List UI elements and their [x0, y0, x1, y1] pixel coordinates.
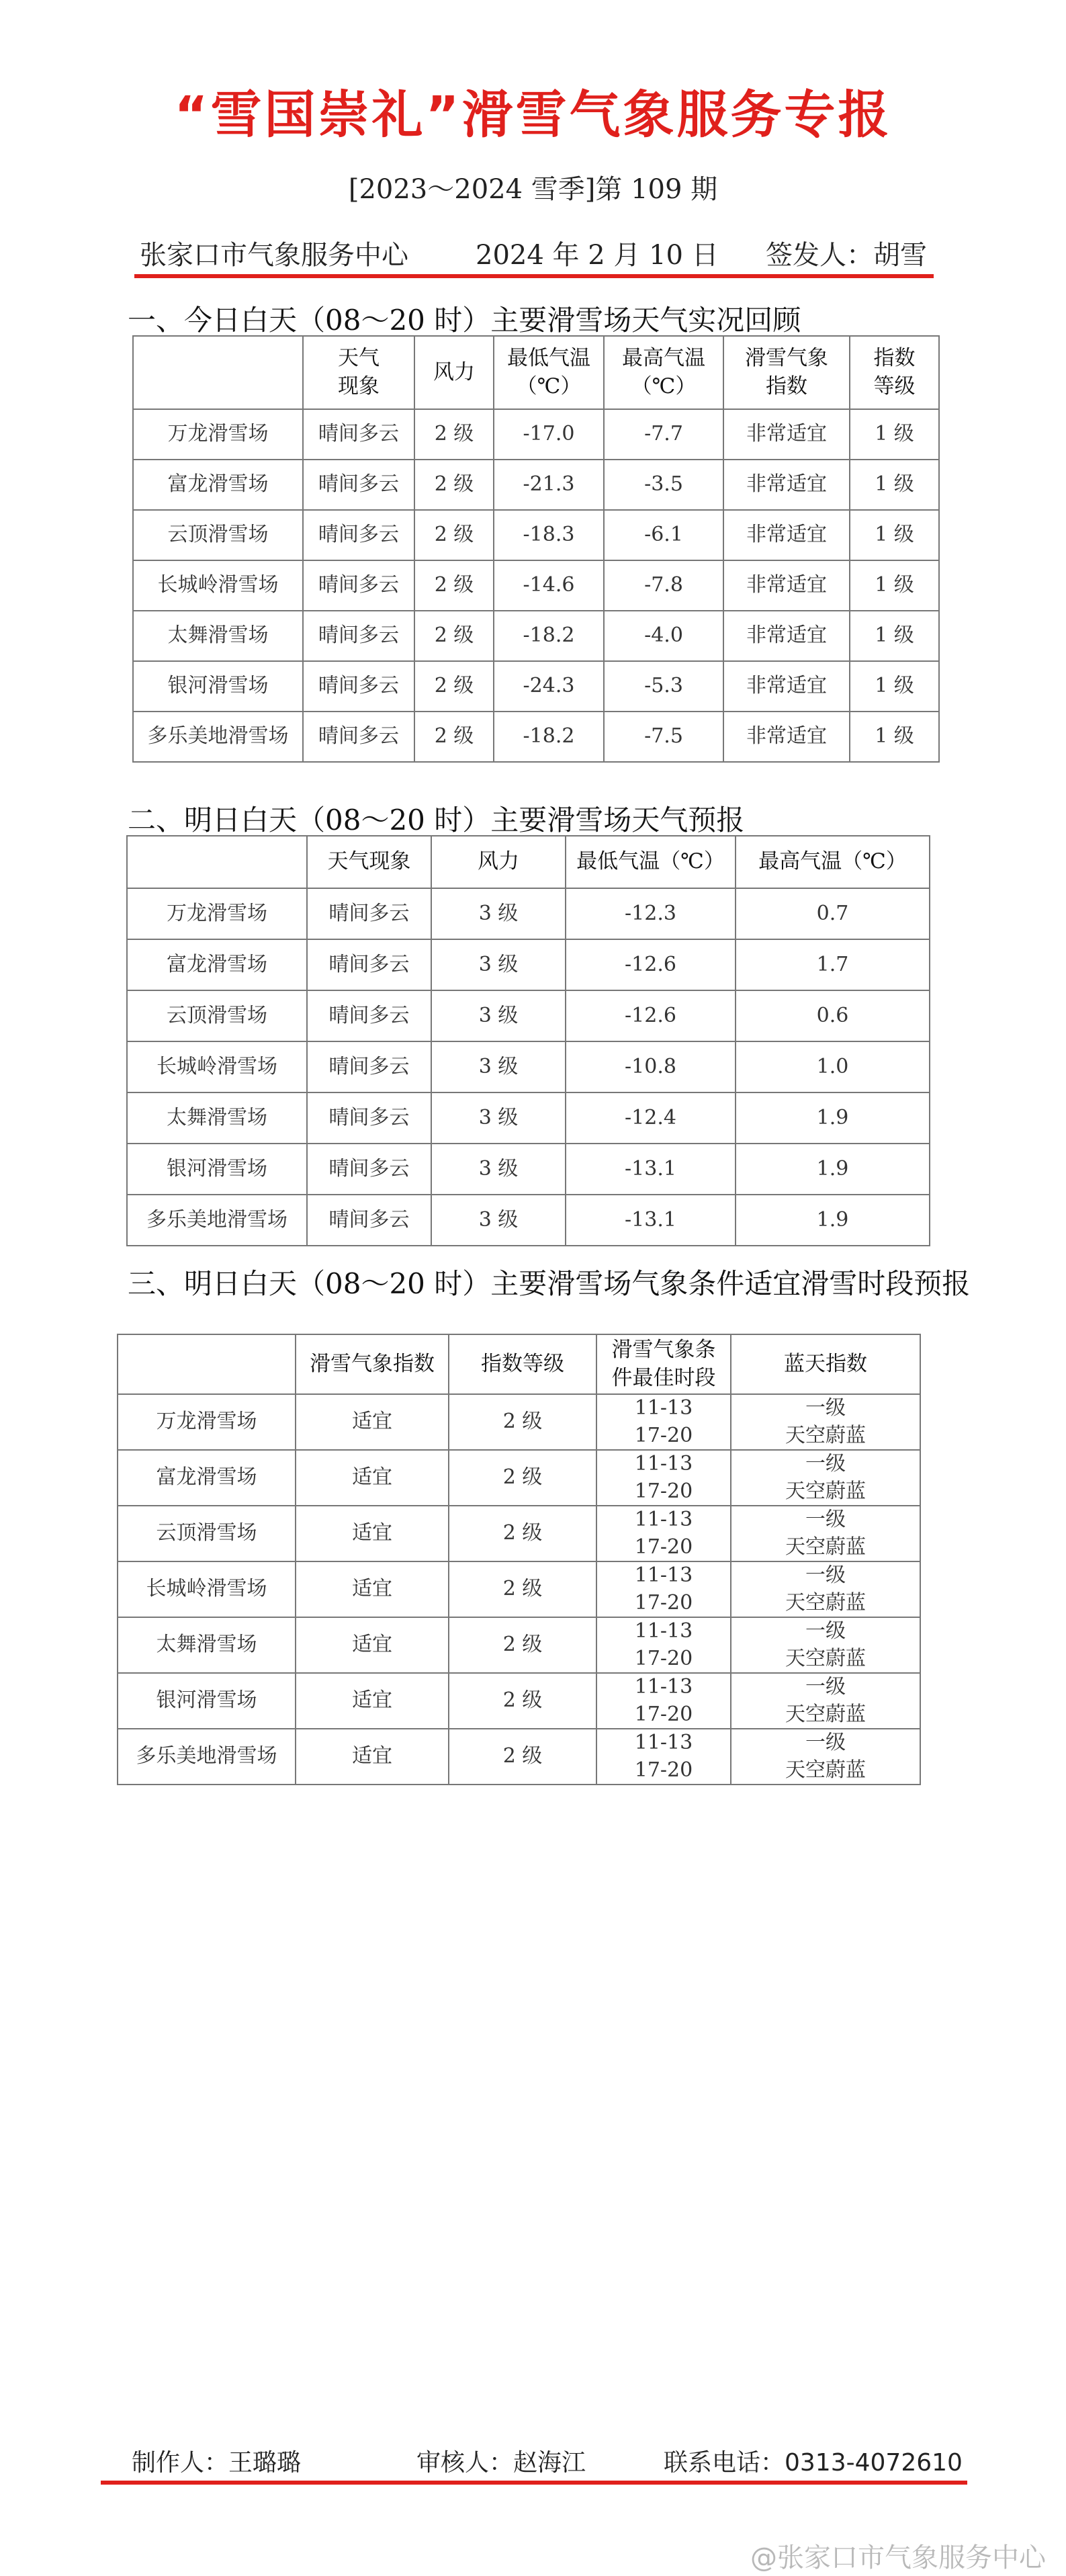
table-cell: 风力 [431, 836, 566, 888]
cell-line: 11-13 [634, 1452, 693, 1475]
table-cell [118, 1334, 296, 1394]
tomorrow-forecast-table [126, 835, 930, 1246]
cell-line: 现象 [338, 374, 380, 398]
table-cell: 3 级 [431, 1092, 566, 1144]
table-cell: 3 级 [431, 1195, 566, 1246]
table-cell: 适宜 [296, 1450, 449, 1506]
table-row [133, 661, 939, 712]
cell-line: 等级 [873, 374, 916, 398]
table-row [127, 1092, 930, 1144]
table-cell: 2 级 [449, 1673, 596, 1729]
table-cell [596, 1617, 731, 1673]
table-header-row [133, 336, 939, 409]
table-cell: 3 级 [431, 888, 566, 939]
table-cell: -18.2 [494, 611, 604, 661]
table-cell: -18.2 [494, 712, 604, 762]
cell-line: 滑雪气象条 [611, 1337, 716, 1362]
table-cell: 晴间多云 [303, 611, 414, 661]
table-row [127, 1041, 930, 1092]
table-row [127, 1195, 930, 1246]
cell-line: 一级 [805, 1452, 846, 1475]
table-cell [850, 336, 939, 409]
table-cell: 太舞滑雪场 [127, 1092, 307, 1144]
cell-line: 天空蔚蓝 [785, 1758, 866, 1782]
table-cell: 2 级 [414, 560, 494, 611]
table-cell: -18.3 [494, 510, 604, 560]
signer: 签发人：胡雪 [766, 240, 927, 271]
table-cell: 2 级 [414, 409, 494, 460]
table-row [133, 460, 939, 510]
header-divider [134, 274, 934, 278]
table-cell: 晴间多云 [307, 888, 431, 939]
table-cell: 2 级 [414, 611, 494, 661]
table-cell: 1 级 [850, 510, 939, 560]
table-cell: 晴间多云 [303, 510, 414, 560]
table-cell: 2 级 [414, 460, 494, 510]
cell-line: 滑雪气象指数 [310, 1351, 435, 1376]
table-cell: 晴间多云 [303, 712, 414, 762]
reviewer: 审核人：赵海江 [416, 2449, 586, 2477]
table-row [127, 1144, 930, 1195]
table-cell: 长城岭滑雪场 [133, 560, 303, 611]
table-cell: 晴间多云 [307, 939, 431, 990]
table-cell: 2 级 [449, 1561, 596, 1617]
cell-line: （℃） [516, 374, 582, 398]
cell-line: 天空蔚蓝 [785, 1590, 866, 1615]
table-cell: 0.6 [736, 990, 930, 1041]
table-cell: 2 级 [449, 1394, 596, 1450]
table-cell: 最低气温（℃） [566, 836, 736, 888]
table-cell [723, 336, 850, 409]
table-cell: 晴间多云 [303, 409, 414, 460]
table-cell: 非常适宜 [723, 409, 850, 460]
table-header-row [118, 1334, 920, 1394]
table-cell: -7.7 [604, 409, 723, 460]
cell-line: 天空蔚蓝 [785, 1702, 866, 1726]
table-row [127, 990, 930, 1041]
cell-line: 天空蔚蓝 [785, 1535, 866, 1559]
contact-phone: 联系电话：0313-4072610 [664, 2449, 963, 2477]
cell-line: 17-20 [634, 1479, 693, 1503]
section1-title: 一、今日白天（08～20 时）主要滑雪场天气实况回顾 [128, 304, 801, 337]
cell-line: 指数 [766, 374, 807, 398]
table-cell: 3 级 [431, 990, 566, 1041]
table-cell [303, 336, 414, 409]
table-cell: 富龙滑雪场 [118, 1450, 296, 1506]
table-row [118, 1561, 920, 1617]
table-cell: -13.1 [566, 1144, 736, 1195]
table-cell [596, 1561, 731, 1617]
today-observation-table [132, 335, 940, 763]
table-cell: -4.0 [604, 611, 723, 661]
table-cell: 晴间多云 [303, 560, 414, 611]
table-cell: 2 级 [449, 1729, 596, 1785]
table-cell: 云顶滑雪场 [118, 1506, 296, 1561]
table-cell: 长城岭滑雪场 [127, 1041, 307, 1092]
table-cell [494, 336, 604, 409]
table-cell: 2 级 [414, 712, 494, 762]
producer: 制作人：王璐璐 [132, 2449, 302, 2477]
table-cell: 晴间多云 [303, 460, 414, 510]
table-cell: 多乐美地滑雪场 [127, 1195, 307, 1246]
cell-line: 一级 [805, 1675, 846, 1699]
cell-line: 一级 [805, 1396, 846, 1420]
table-cell: 1.9 [736, 1195, 930, 1246]
table-row [133, 712, 939, 762]
issue-date: 2024 年 2 月 10 日 [476, 240, 719, 271]
table-cell: 非常适宜 [723, 661, 850, 712]
table-cell: 万龙滑雪场 [127, 888, 307, 939]
table-cell [296, 1334, 449, 1394]
table-cell [731, 1506, 920, 1561]
table-cell [731, 1729, 920, 1785]
cell-line: 17-20 [634, 1590, 693, 1615]
table-cell [596, 1673, 731, 1729]
table-cell: -10.8 [566, 1041, 736, 1092]
table-cell: 1.9 [736, 1092, 930, 1144]
table-cell: 1 级 [850, 460, 939, 510]
cell-line: 一级 [805, 1508, 846, 1531]
table-cell: 太舞滑雪场 [133, 611, 303, 661]
cell-line: 天空蔚蓝 [785, 1479, 866, 1503]
cell-line: 蓝天指数 [784, 1351, 867, 1376]
cell-line: 17-20 [634, 1702, 693, 1726]
table-cell: 银河滑雪场 [118, 1673, 296, 1729]
table-cell: -21.3 [494, 460, 604, 510]
table-cell: 适宜 [296, 1729, 449, 1785]
cell-line: 一级 [805, 1731, 846, 1754]
cell-line: 一级 [805, 1563, 846, 1587]
table-cell [596, 1450, 731, 1506]
cell-line: （℃） [631, 374, 697, 398]
cell-line: 天空蔚蓝 [785, 1646, 866, 1670]
table-cell: -12.4 [566, 1092, 736, 1144]
cell-line: 17-20 [634, 1646, 693, 1670]
table-cell [731, 1394, 920, 1450]
table-cell: 太舞滑雪场 [118, 1617, 296, 1673]
cell-line: 最低气温 [507, 345, 590, 370]
table-cell: 晴间多云 [303, 661, 414, 712]
table-cell: -12.6 [566, 939, 736, 990]
ski-period-forecast-table [117, 1334, 921, 1785]
table-cell: 富龙滑雪场 [133, 460, 303, 510]
table-cell [414, 336, 494, 409]
table-cell: 富龙滑雪场 [127, 939, 307, 990]
table-row [127, 939, 930, 990]
table-cell: -6.1 [604, 510, 723, 560]
table-row [133, 409, 939, 460]
table-cell: -5.3 [604, 661, 723, 712]
footer [0, 2444, 1066, 2484]
section3-title: 三、明日白天（08～20 时）主要滑雪场气象条件适宜滑雪时段预报 [128, 1267, 971, 1300]
table-cell: 适宜 [296, 1561, 449, 1617]
table-cell [731, 1450, 920, 1506]
table-cell: 1 级 [850, 611, 939, 661]
cell-line: 滑雪气象 [745, 345, 828, 370]
cell-line: 17-20 [634, 1535, 693, 1559]
table-cell [127, 836, 307, 888]
table-cell: 0.7 [736, 888, 930, 939]
table-cell: 晴间多云 [307, 990, 431, 1041]
table-cell [596, 1729, 731, 1785]
cell-line: 指数等级 [481, 1351, 564, 1376]
table-cell: 银河滑雪场 [127, 1144, 307, 1195]
table-row [118, 1506, 920, 1561]
table-cell: 非常适宜 [723, 611, 850, 661]
table-cell: 1.7 [736, 939, 930, 990]
table-cell: 非常适宜 [723, 560, 850, 611]
table-row [118, 1450, 920, 1506]
cell-line: 天气 [338, 345, 380, 370]
table-cell: 多乐美地滑雪场 [133, 712, 303, 762]
table-cell: 2 级 [414, 661, 494, 712]
table-row [133, 611, 939, 661]
cell-line: 最高气温 [622, 345, 705, 370]
cell-line: 17-20 [634, 1758, 693, 1782]
table-cell: 最高气温（℃） [736, 836, 930, 888]
table-cell: 天气现象 [307, 836, 431, 888]
table-cell: 晴间多云 [307, 1195, 431, 1246]
cell-line: 天空蔚蓝 [785, 1423, 866, 1447]
table-cell: 晴间多云 [307, 1041, 431, 1092]
table-row [118, 1673, 920, 1729]
table-cell: 1 级 [850, 560, 939, 611]
table-cell: -24.3 [494, 661, 604, 712]
table-cell [604, 336, 723, 409]
table-cell: 1 级 [850, 661, 939, 712]
table-cell: 适宜 [296, 1673, 449, 1729]
cell-line: 风力 [433, 359, 475, 384]
table-cell: 2 级 [449, 1506, 596, 1561]
cell-line: 11-13 [634, 1563, 693, 1587]
table-row [118, 1394, 920, 1450]
table-cell: 万龙滑雪场 [133, 409, 303, 460]
table-cell: 云顶滑雪场 [133, 510, 303, 560]
cell-line: 11-13 [634, 1619, 693, 1643]
table-cell: -17.0 [494, 409, 604, 460]
table-cell: 非常适宜 [723, 712, 850, 762]
cell-line: 一级 [805, 1619, 846, 1643]
org-name: 张家口市气象服务中心 [140, 240, 408, 271]
table-cell: 1 级 [850, 712, 939, 762]
table-cell: 云顶滑雪场 [127, 990, 307, 1041]
table-cell: 1.0 [736, 1041, 930, 1092]
table-row [118, 1617, 920, 1673]
table-cell: 2 级 [449, 1450, 596, 1506]
table-row [118, 1729, 920, 1785]
table-cell: -3.5 [604, 460, 723, 510]
table-cell [133, 336, 303, 409]
table-cell: 适宜 [296, 1617, 449, 1673]
table-cell: 非常适宜 [723, 510, 850, 560]
table-cell: 晴间多云 [307, 1092, 431, 1144]
table-cell: -12.3 [566, 888, 736, 939]
cell-line: 11-13 [634, 1731, 693, 1754]
table-cell: 万龙滑雪场 [118, 1394, 296, 1450]
table-cell: 晴间多云 [307, 1144, 431, 1195]
table-cell [596, 1334, 731, 1394]
table-cell: 3 级 [431, 939, 566, 990]
table-cell: 2 级 [449, 1617, 596, 1673]
issue-number: [2023～2024 雪季]第 109 期 [348, 174, 718, 205]
table-cell: -14.6 [494, 560, 604, 611]
table-cell [731, 1561, 920, 1617]
table-cell: 1 级 [850, 409, 939, 460]
table-cell: 长城岭滑雪场 [118, 1561, 296, 1617]
table-cell [449, 1334, 596, 1394]
report-title: “雪国崇礼”滑雪气象服务专报 [174, 85, 892, 144]
table-cell [731, 1334, 920, 1394]
cell-line: 11-13 [634, 1508, 693, 1531]
table-cell: -13.1 [566, 1195, 736, 1246]
table-cell: -7.5 [604, 712, 723, 762]
cell-line: 11-13 [634, 1396, 693, 1420]
cell-line: 11-13 [634, 1675, 693, 1699]
table-cell [596, 1394, 731, 1450]
table-row [133, 560, 939, 611]
cell-line: 件最佳时段 [611, 1365, 716, 1390]
table-cell: -12.6 [566, 990, 736, 1041]
section2-title: 二、明日白天（08～20 时）主要滑雪场天气预报 [128, 804, 745, 836]
table-cell: 适宜 [296, 1394, 449, 1450]
table-cell: 适宜 [296, 1506, 449, 1561]
cell-line: 指数 [873, 345, 916, 370]
table-row [127, 888, 930, 939]
watermark: @张家口市气象服务中心 [750, 2542, 1046, 2573]
table-header-row [127, 836, 930, 888]
footer-divider [101, 2481, 967, 2485]
table-row [133, 510, 939, 560]
table-cell: 3 级 [431, 1144, 566, 1195]
table-cell: 非常适宜 [723, 460, 850, 510]
table-cell [596, 1506, 731, 1561]
table-cell: 3 级 [431, 1041, 566, 1092]
table-cell [731, 1673, 920, 1729]
cell-line: 17-20 [634, 1423, 693, 1447]
table-cell: 银河滑雪场 [133, 661, 303, 712]
table-cell: 多乐美地滑雪场 [118, 1729, 296, 1785]
table-cell: -7.8 [604, 560, 723, 611]
table-cell: 1.9 [736, 1144, 930, 1195]
table-cell: 2 级 [414, 510, 494, 560]
table-cell [731, 1617, 920, 1673]
